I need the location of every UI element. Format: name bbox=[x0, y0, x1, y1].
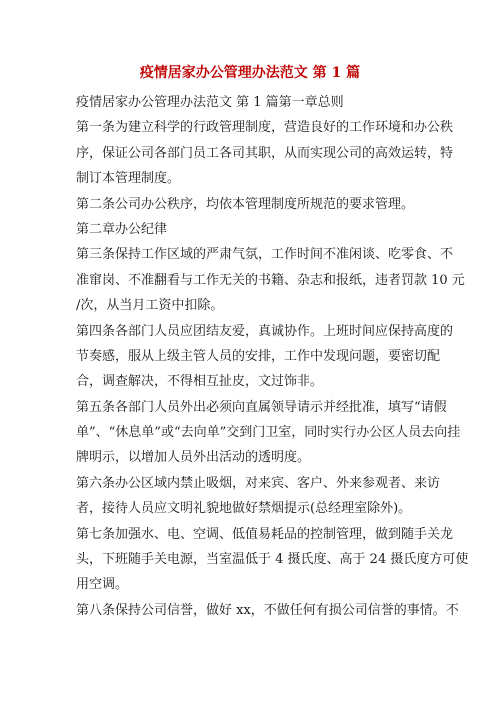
paragraph-line: 单”、“休息单”或“去向单”交到门卫室，同时实行办公区人员去向挂 bbox=[76, 425, 461, 441]
paragraph-heading bbox=[76, 90, 426, 115]
document-title: 疫情居家办公管理办法范文 第 1 篇 bbox=[139, 65, 361, 81]
paragraph-line: 第四条各部门人员应团结友爱，真诚协作。上班时间应保持高度的 bbox=[76, 323, 454, 339]
paragraph-article-8 bbox=[76, 598, 459, 623]
paragraph-line: 第三条保持工作区域的严肃气氛，工作时间不准闲谈、吃零食、不 bbox=[76, 247, 454, 263]
paragraph-article-7 bbox=[76, 522, 469, 598]
paragraph-line: 第二章办公纪律 bbox=[76, 221, 168, 237]
paragraph-line: 头，下班随手关电源，当室温低于 4 摄氏度、高于 24 摄氏度方可使 bbox=[76, 552, 469, 568]
paragraph-article-6 bbox=[76, 471, 441, 522]
paragraph-line: 第二条公司办公秩序，均依本管理制度所规范的要求管理。 bbox=[76, 196, 415, 212]
paragraph-line: 第五条各部门人员外出必须向直属领导请示并经批准，填写“请假 bbox=[76, 399, 447, 415]
paragraph-article-4 bbox=[76, 319, 454, 395]
paragraph-line: 制订本管理制度。 bbox=[76, 171, 181, 187]
paragraph-line: 准窜岗、不准翻看与工作无关的书籍、杂志和报纸，违者罚款 10 元 bbox=[76, 272, 465, 288]
paragraph-article-5 bbox=[76, 395, 461, 471]
paragraph-line: 第八条保持公司信誉，做好 xx，不做任何有损公司信誉的事情。不 bbox=[76, 602, 459, 618]
paragraph-line: 者，接待人员应文明礼貌地做好禁烟提示(总经理室除外)。 bbox=[76, 501, 412, 517]
paragraph-line: 疫情居家办公管理办法范文 第 1 篇第一章总则 bbox=[76, 95, 344, 110]
paragraph-line: 第六条办公区域内禁止吸烟，对来宾、客户、外来参观者、来访 bbox=[76, 475, 441, 491]
paragraph-article-2 bbox=[76, 192, 426, 217]
paragraph-article-1 bbox=[76, 115, 454, 191]
paragraph-line: 第一条为建立科学的行政管理制度，营造良好的工作环境和办公秩 bbox=[76, 120, 454, 136]
paragraph-line: 用空调。 bbox=[76, 577, 129, 593]
paragraph-line: /次，从当月工资中扣除。 bbox=[76, 298, 224, 314]
paragraph-line: 第七条加强水、电、空调、低值易耗品的控制管理，做到随手关龙 bbox=[76, 526, 454, 542]
document-body bbox=[76, 90, 469, 623]
paragraph-line: 序，保证公司各部门员工各司其职，从而实现公司的高效运转，特 bbox=[76, 145, 454, 161]
paragraph-line: 合，调查解决，不得相互扯皮，文过饰非。 bbox=[76, 374, 324, 390]
paragraph-article-3 bbox=[76, 242, 465, 318]
paragraph-line: 节奏感，服从上级主管人员的安排，工作中发现问题，要密切配 bbox=[76, 348, 441, 364]
paragraph-line: 牌明示，以增加人员外出活动的透明度。 bbox=[76, 450, 311, 466]
paragraph-chapter-2 bbox=[76, 217, 426, 242]
